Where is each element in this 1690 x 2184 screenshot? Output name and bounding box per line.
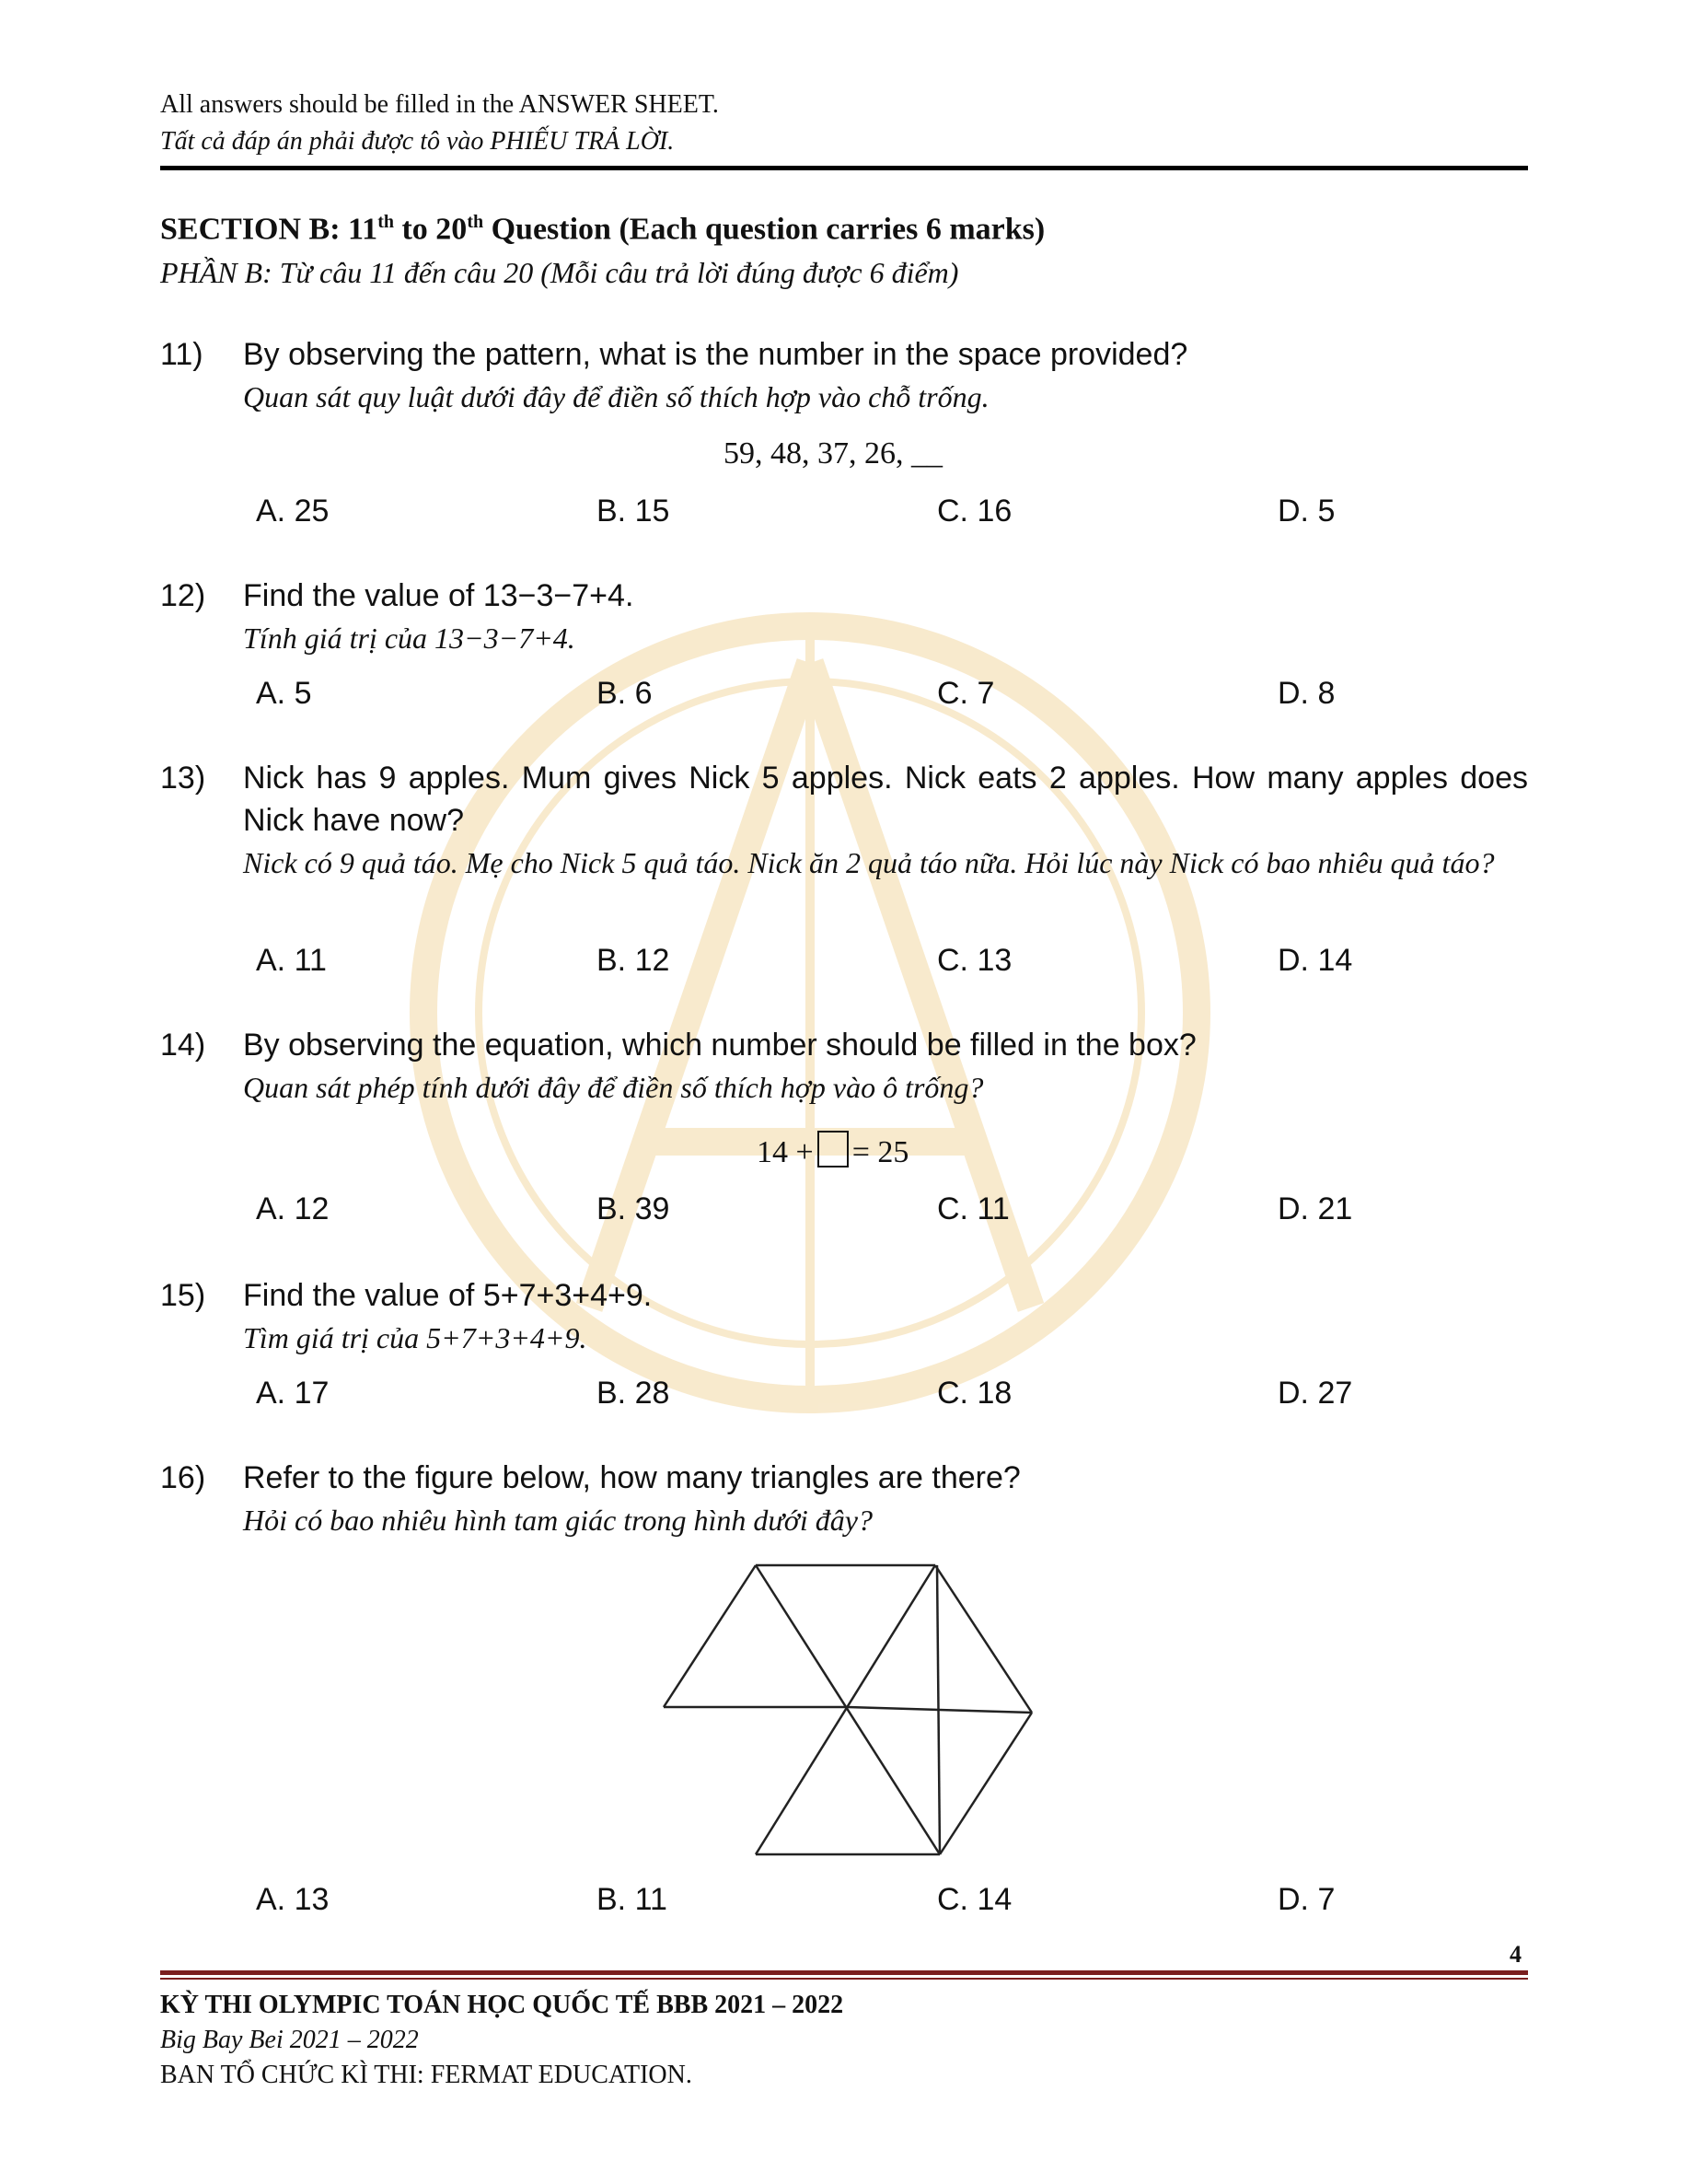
footer-competition-name: Big Bay Bei 2021 – 2022 [160,2026,419,2054]
header-instruction-vi: Tất cả đáp án phải được tô vào PHIẾU TRẢ LỜI. [160,127,675,156]
question-text-vi: Quan sát phép tính dưới đây để điền số thích hợp vào ô trống? [243,1071,984,1104]
question-number: 11) [160,337,203,372]
option-d: D. 5 [1278,494,1336,529]
option-c: C. 11 [937,1191,1010,1226]
question-number: 13) [160,761,206,796]
option-c: C. 13 [937,943,1013,978]
option-d: D. 27 [1278,1376,1353,1411]
section-title: SECTION B: 11th to 20th Question (Each question carries 6 marks) [160,212,1046,247]
figure-line [937,1565,940,1854]
question-text-vi: Tính giá trị của 13−3−7+4. [243,622,575,655]
footer-divider [160,1970,1528,1975]
question-number: 14) [160,1028,206,1063]
option-d: D. 14 [1278,943,1353,978]
figure-line [940,1713,1032,1854]
question-text-en: Refer to the figure below, how many triangles are there? [243,1460,1021,1495]
header-instruction-en: All answers should be filled in the ANSWER SHEET. [160,90,719,119]
question-text-en: By observing the pattern, what is the number in the space provided? [243,337,1188,372]
option-a: A. 17 [256,1376,330,1411]
option-a: A. 11 [256,943,327,978]
option-b: B. 11 [596,1882,667,1917]
question-text-vi: Quan sát quy luật dưới đây để điền số thích hợp vào chỗ trống. [243,380,990,413]
question-text-en: Find the value of 13−3−7+4. [243,578,634,613]
option-a: A. 13 [256,1882,330,1917]
question-text-vi: Nick có 9 quả táo. Mẹ cho Nick 5 quả táo. Nick ăn 2 quả táo nữa. Hỏi lúc này Nick có bao nhiêu quả táo? [243,846,1495,879]
triangle-figure [644,1547,1049,1860]
sequence-formula: 59, 48, 37, 26, __ [723,436,943,470]
option-a: A. 12 [256,1191,330,1226]
figure-line [664,1565,756,1707]
equation-formula: 14 + = 25 [757,1131,909,1170]
option-a: A. 25 [256,494,330,529]
option-c: C. 18 [937,1376,1013,1411]
page-number: 4 [1510,1941,1522,1968]
footer-organizer: BAN TỔ CHỨC KÌ THI: FERMAT EDUCATION. [160,2061,692,2089]
section-subtitle: PHẦN B: Từ câu 11 đến câu 20 (Mỗi câu trả lời đúng được 6 điểm) [160,256,959,289]
option-d: D. 8 [1278,676,1336,711]
question-text-en: By observing the equation, which number should be filled in the box? [243,1028,1197,1063]
blank-box [817,1131,849,1168]
header-divider [160,166,1528,170]
question-text-vi: Hỏi có bao nhiêu hình tam giác trong hình dưới đây? [243,1504,873,1537]
option-d: D. 21 [1278,1191,1353,1226]
footer-divider-thin [160,1978,1528,1980]
question-text-vi: Tìm giá trị của 5+7+3+4+9. [243,1321,587,1354]
question-number: 12) [160,578,206,613]
option-a: A. 5 [256,676,312,711]
option-b: B. 39 [596,1191,670,1226]
question-number: 15) [160,1278,206,1313]
option-c: C. 14 [937,1882,1013,1917]
figure-line [848,1707,1032,1713]
option-c: C. 16 [937,494,1013,529]
question-text-en: Find the value of 5+7+3+4+9. [243,1278,653,1313]
option-c: C. 7 [937,676,995,711]
option-b: B. 15 [596,494,670,529]
footer-competition-title: KỲ THI OLYMPIC TOÁN HỌC QUỐC TẾ BBB 2021 – 2022 [160,1991,844,2019]
option-b: B. 6 [596,676,653,711]
question-text-en: Nick has 9 apples. Mum gives Nick 5 apples. Nick eats 2 apples. How many apples does Nick have now? [243,761,1528,838]
option-d: D. 7 [1278,1882,1336,1917]
option-b: B. 28 [596,1376,670,1411]
option-b: B. 12 [596,943,670,978]
question-number: 16) [160,1460,206,1495]
figure-line [935,1565,1032,1713]
